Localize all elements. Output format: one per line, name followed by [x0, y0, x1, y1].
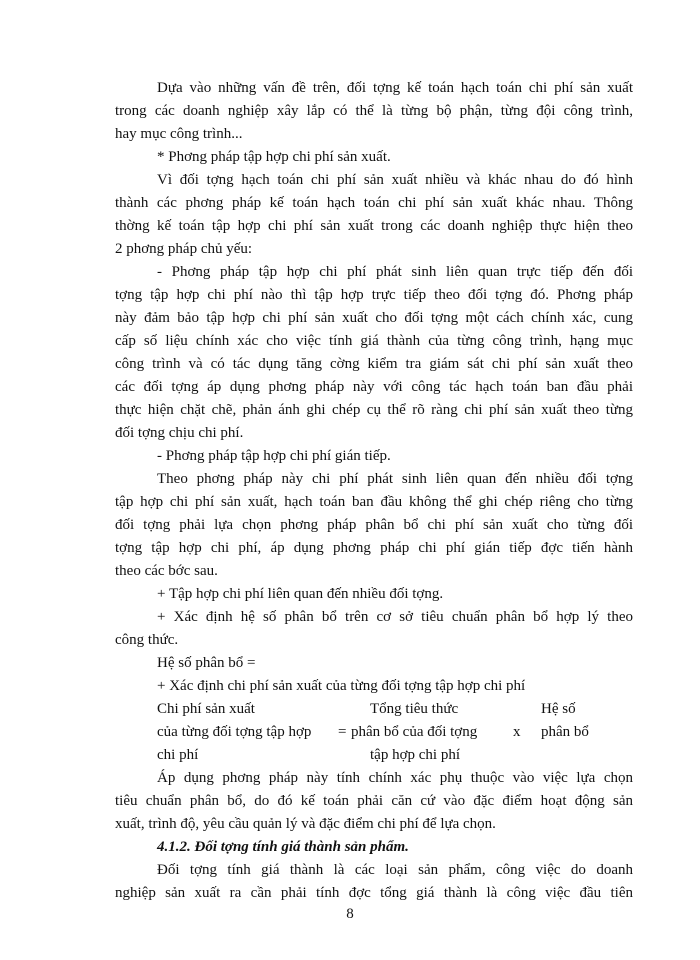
text-line: + Tập hợp chi phí liên quan đến nhiều đối tợng. [157, 586, 444, 602]
text-line: Vì đối tợng hạch toán chi phí sản xuất nhiều và khác nhau do đó hình [157, 172, 633, 188]
text-line: Theo phơng pháp này chi phí phát sinh liên quan đến nhiều đối tợng [157, 471, 633, 487]
text-line: - Phơng pháp tập hợp chi phí phát sinh liên quan trực tiếp đến đối [157, 264, 633, 280]
text-line: trong các doanh nghiệp xây lắp có thể là từng bộ phận, từng đội công trình, [115, 103, 633, 119]
page-number: 8 [346, 906, 354, 922]
formula-cell: tập hợp chi phí [370, 747, 460, 763]
text-line: công trình và có tác dụng tăng cờng kiểm tra giám sát chi phí sản xuất theo [115, 356, 633, 372]
text-line: thực hiện chặt chẽ, phản ánh ghi chép cụ thể rõ ràng chi phí sản xuất theo từng [115, 402, 633, 418]
text-line: công thức. [115, 632, 179, 648]
text-line: * Phơng pháp tập hợp chi phí sản xuất. [157, 149, 391, 165]
text-line: tợng tập hợp chi phí nào thì tập hợp trực tiếp theo đối tợng đó. Phơng pháp [115, 287, 633, 303]
text-line: cấp số liệu chính xác cho việc tính giá thành của từng công trình, hạng mục [115, 333, 633, 349]
formula-equals: = [338, 724, 347, 740]
formula-multiply: x [513, 724, 521, 740]
text-line: tiêu chuẩn phân bổ, do đó kế toán phải căn cứ vào đặc điểm hoạt động sản [115, 793, 633, 809]
formula-cell: phân bổ [541, 724, 589, 740]
text-line: tập hợp chi phí sản xuất, hạch toán ban đầu không thể ghi chép riêng cho từng [115, 494, 633, 510]
text-line: Áp dụng phơng pháp này tính chính xác phụ thuộc vào việc lựa chọn [157, 770, 633, 786]
text-line: - Phơng pháp tập hợp chi phí gián tiếp. [157, 448, 391, 464]
text-line: Đối tợng tính giá thành là các loại sản phẩm, công việc do doanh [157, 862, 633, 878]
text-line: + Xác định hệ số phân bổ trên cơ sở tiêu chuẩn phân bổ hợp lý theo [157, 609, 633, 625]
text-line: Dựa vào những vấn đề trên, đối tợng kế toán hạch toán chi phí sản xuất [157, 80, 633, 96]
text-line: các đối tợng áp dụng phơng pháp này với công tác hạch toán ban đầu phải [115, 379, 633, 395]
formula-cell: Chi phí sản xuất [157, 701, 255, 717]
text-line: nghiệp sản xuất ra cần phải tính đợc tổng giá thành là công việc đầu tiên [115, 885, 633, 901]
formula-cell: Hệ số [541, 701, 576, 717]
text-line: đối tợng phải lựa chọn phơng pháp phân bổ chi phí sản xuất cho từng đối [115, 517, 633, 533]
text-line: Hệ số phân bổ = [157, 655, 256, 671]
text-line: + Xác định chi phí sản xuất của từng đối tợng tập hợp chi phí [157, 678, 526, 694]
text-line: 2 phơng pháp chủ yếu: [115, 241, 253, 257]
text-line: thành các phơng pháp kế toán hạch toán chi phí sản xuất khác nhau. Thông [115, 195, 633, 211]
section-heading: 4.1.2. Đối tợng tính giá thành sản phẩm. [157, 839, 409, 855]
text-line: hay mục công trình... [115, 126, 243, 142]
formula-cell: Tổng tiêu thức [370, 701, 459, 717]
text-line: đối tợng chịu chi phí. [115, 425, 244, 441]
text-line: theo các bớc sau. [115, 563, 218, 579]
formula-cell: phân bổ của đối tợng [351, 724, 478, 740]
text-line: thờng kế toán tập hợp chi phí sản xuất trong các doanh nghiệp thực hiện theo [115, 218, 633, 234]
text-line: này đảm bảo tập hợp chi phí sản xuất cho đối tợng một cách chính xác, cung [115, 310, 633, 326]
formula-cell: của từng đối tợng tập hợp [157, 724, 312, 740]
text-line: xuất, trình độ, yêu cầu quản lý và đặc điểm chi phí để lựa chọn. [115, 816, 496, 832]
formula-cell: chi phí [157, 747, 199, 763]
text-line: tợng tập hợp chi phí, áp dụng phơng pháp chi phí gián tiếp đợc tiến hành [115, 540, 633, 556]
